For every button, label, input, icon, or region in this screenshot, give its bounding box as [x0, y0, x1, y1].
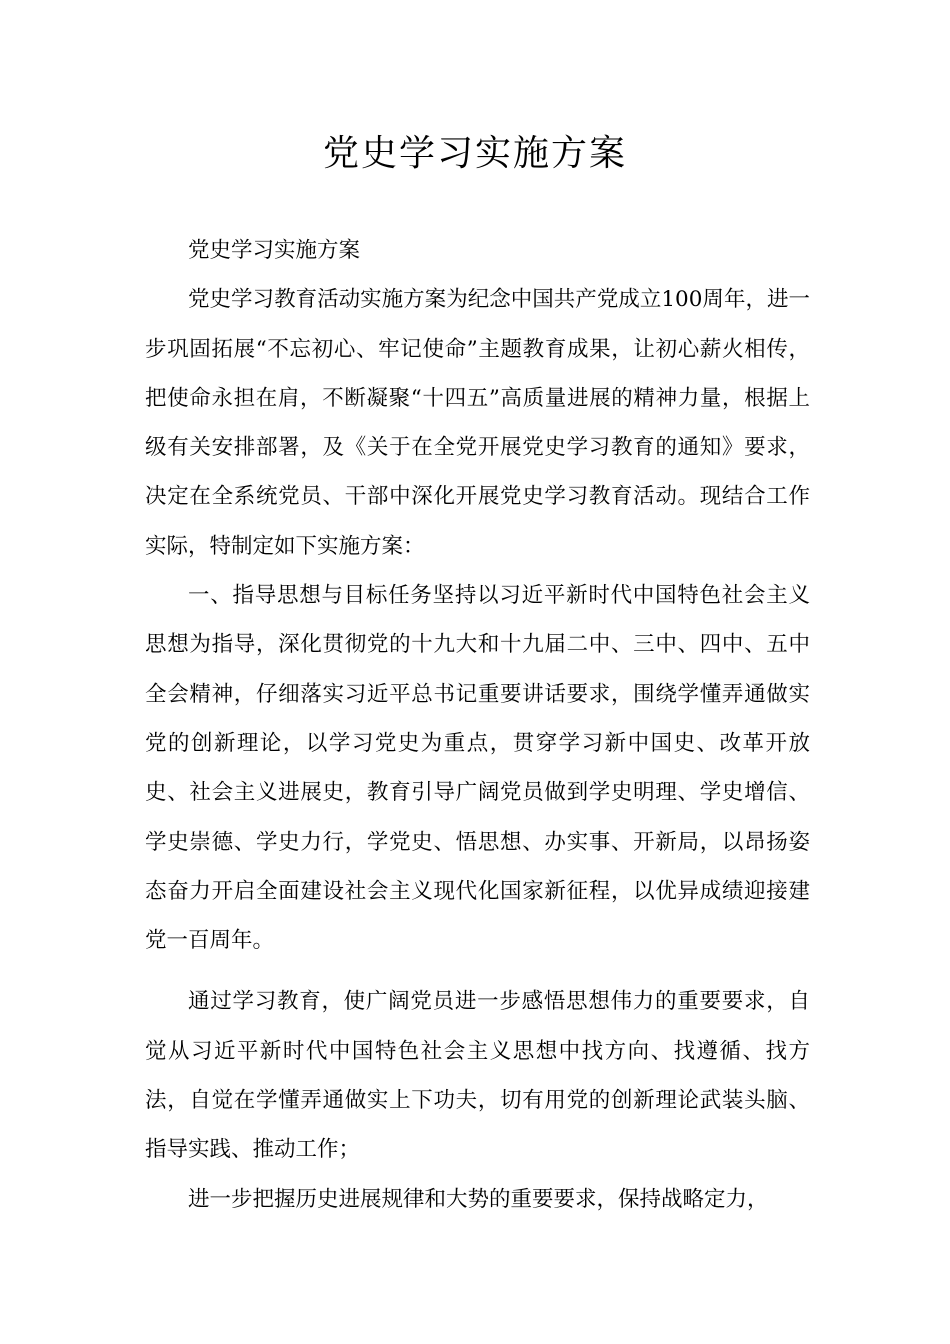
paragraph-guiding-ideology: 一、指导思想与目标任务坚持以习近平新时代中国特色社会主义思想为指导，深化贯彻党的十九大和十九届二中、三中、四中、五中全会精神，仔细落实习近平总书记重要讲话要求，围绕学懂弄通做实党的创新理论，以学习党史为重点，贯穿学习新中国史、改革开放史、社会主义进展史，教育引导广阔党员做到学史明理、学史增信、学史崇德、学史力行，学党史、悟思想、办实事、开新局，以昂扬姿态奋力开启全面建设社会主义现代化国家新征程，以优异成绩迎接建党一百周年。	[145, 583, 810, 954]
document-body	[145, 226, 810, 1224]
paragraph-history-law: 进一步把握历史进展规律和大势的重要要求，保持战略定力，	[188, 1186, 769, 1212]
paragraph-study-education: 通过学习教育，使广阔党员进一步感悟思想伟力的重要要求，自觉从习近平新时代中国特色社会主义思想中找方向、找遵循、找方法，自觉在学懂弄通做实上下功夫，切有用党的创新理论武装头脑、指导实践、推动工作；	[145, 989, 810, 1163]
document-title: 党史学习实施方案	[322, 133, 627, 174]
paragraph-subtitle: 党史学习实施方案	[188, 238, 361, 263]
paragraph-intro: 党史学习教育活动实施方案为纪念中国共产党成立100周年，进一步巩固拓展“不忘初心、牢记使命”主题教育成果，让初心薪火相传，把使命永担在肩，不断凝聚“十四五”高质量进展的精神力量，根据上级有关安排部署，及《关于在全党开展党史学习教育的通知》要求，决定在全系统党员、干部中深化开展党史学习教育活动。现结合工作实际，特制定如下实施方案：	[145, 287, 810, 559]
